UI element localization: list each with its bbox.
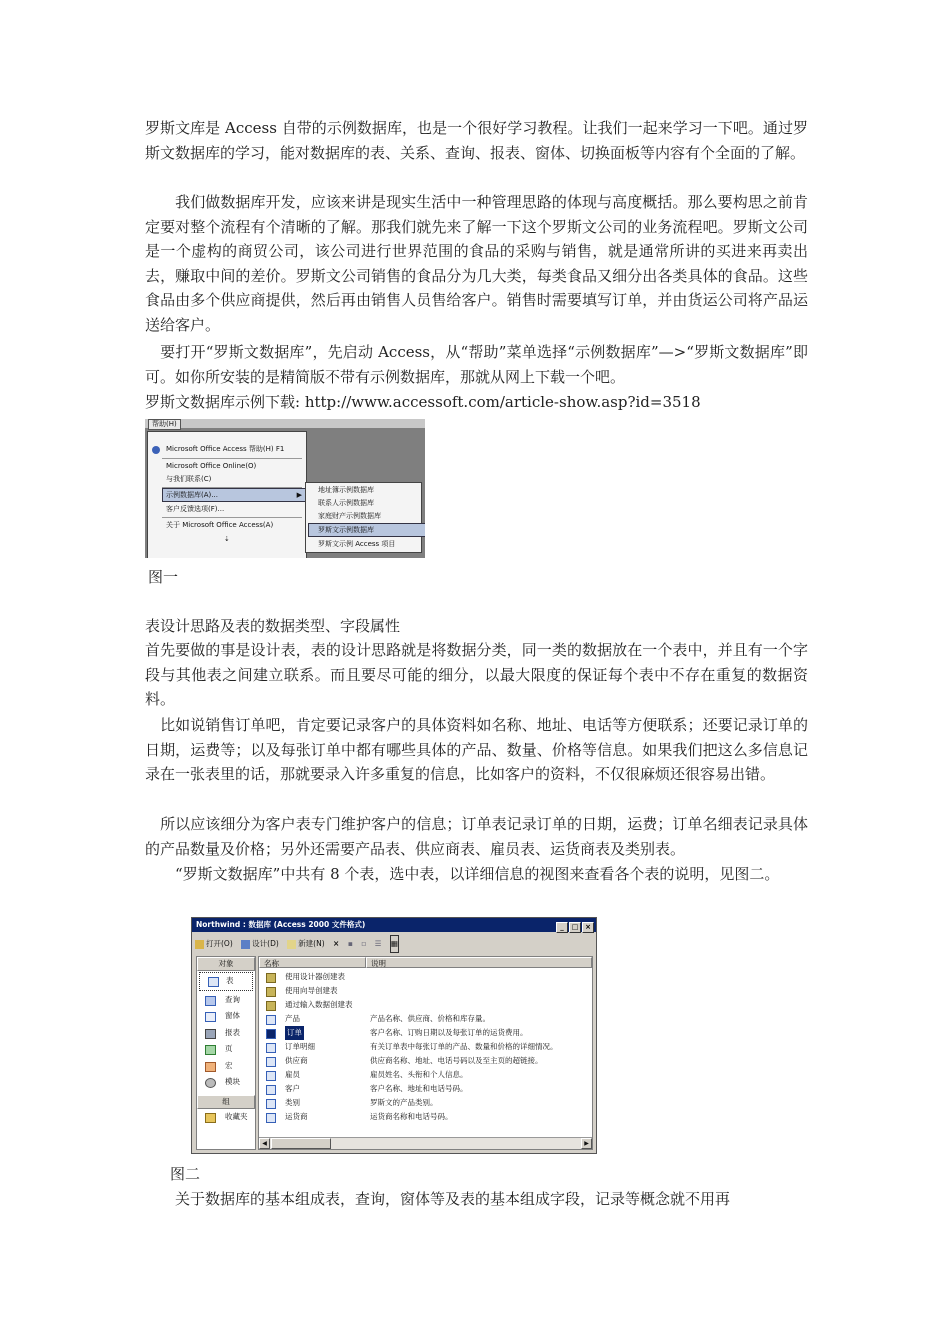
menu-item-office-online[interactable]: Microsoft Office Online(O)	[166, 462, 257, 470]
database-toolbar	[195, 935, 405, 951]
table-icon	[266, 1071, 276, 1081]
menu-item-feedback[interactable]: 客户反馈选项(F)...	[166, 505, 225, 513]
help-menu-dropdown	[147, 431, 307, 558]
macro-icon	[205, 1062, 216, 1072]
menu-separator	[162, 517, 302, 518]
design-button[interactable]: 设计(D)	[241, 936, 279, 952]
form-icon	[205, 1012, 216, 1022]
table-row[interactable]: 客户 客户名称、地址和电话号码。	[263, 1082, 588, 1096]
figure1-help-menu-screenshot	[145, 419, 425, 558]
query-icon	[205, 996, 216, 1006]
create-wizard-icon	[266, 987, 276, 997]
groups-header[interactable]: 组	[197, 1095, 255, 1109]
help-menu-title[interactable]: 帮助(H)	[148, 419, 181, 430]
table-row[interactable]: 产品 产品名称、供应商、价格和库存量。	[263, 1012, 588, 1026]
objects-bar	[196, 956, 256, 1150]
menu-bar	[145, 419, 425, 428]
table-icon	[266, 1043, 276, 1053]
object-tables[interactable]: 表	[199, 972, 253, 991]
table-icon	[266, 1029, 276, 1039]
sample-databases-submenu	[305, 482, 422, 553]
scroll-right-icon[interactable]: ▶	[581, 1138, 592, 1149]
download-link-line[interactable]: 罗斯文数据库示例下载: http://www.accessoft.com/article-show.asp?id=3518	[145, 393, 701, 411]
table-icon	[266, 1057, 276, 1067]
object-queries[interactable]: 查询	[197, 992, 255, 1009]
objects-header[interactable]: 对象	[197, 957, 255, 971]
new-icon	[287, 940, 296, 949]
table-icon	[266, 1099, 276, 1109]
submenu-arrow-icon: ▶	[296, 491, 302, 499]
list-view-icon[interactable]: ☰	[374, 939, 382, 948]
table-row-selected[interactable]: 订单 客户名称、订购日期以及每张订单的运货费用。	[263, 1026, 588, 1040]
table-icon	[266, 1085, 276, 1095]
window-title: Northwind : 数据库 (Access 2000 文件格式)	[196, 920, 366, 929]
minimize-button[interactable]: _	[556, 922, 568, 933]
scroll-left-icon[interactable]: ◀	[259, 1138, 270, 1149]
column-header-name[interactable]: 名称	[259, 957, 366, 968]
table-row[interactable]: 雇员 雇员姓名、头衔和个人信息。	[263, 1068, 588, 1082]
object-forms[interactable]: 窗体	[197, 1008, 255, 1025]
intro-paragraph: 罗斯文库是 Access 自带的示例数据库，也是一个很好学习教程。让我们一起来学习一下吧。通过罗斯文数据库的学习，能对数据库的表、关系、查询、报表、窗体、切换面板等内容有个全面的了解。	[145, 119, 808, 162]
split-tables-paragraph: 所以应该细分为客户表专门维护客户的信息；订单表记录订单的日期，运费；订单名细表记录具体的产品数量及价格；另外还需要产品表、供应商表、雇员表、运货商表及类别表。	[145, 815, 808, 858]
menu-item-label: 示例数据库(A)...	[166, 491, 218, 499]
open-icon	[195, 940, 204, 949]
table-icon	[266, 1015, 276, 1025]
design-icon	[241, 940, 250, 949]
eight-tables-paragraph: “罗斯文数据库”中共有 8 个表，选中表，以详细信息的视图来查看各个表的说明，见图二。	[145, 865, 780, 883]
object-modules[interactable]: 模块	[197, 1074, 255, 1091]
table-row[interactable]: 类别 罗斯文的产品类别。	[263, 1096, 588, 1110]
table-row[interactable]: 使用向导创建表	[263, 984, 588, 998]
expand-chevron-icon[interactable]: ⇣	[224, 535, 230, 543]
open-database-paragraph: 要打开“罗斯文数据库”，先启动 Access，从“帮助”菜单选择“示例数据库”—>“罗斯文数据库”即可。如你所安装的是精简版不带有示例数据库，那就从网上下载一个吧。	[145, 343, 808, 386]
table-row[interactable]: 使用设计器创建表	[263, 970, 588, 984]
maximize-button[interactable]: □	[569, 922, 581, 933]
create-design-icon	[266, 973, 276, 983]
submenu-item-northwind-project[interactable]: 罗斯文示例 Access 项目	[318, 540, 396, 548]
column-header-description[interactable]: 说明	[366, 957, 592, 968]
page-icon	[205, 1045, 216, 1055]
submenu-item-northwind[interactable]: 罗斯文示例数据库	[308, 523, 425, 537]
closing-paragraph: 关于数据库的基本组成表，查询，窗体等及表的基本组成字段，记录等概念就不用再	[145, 1190, 731, 1208]
figure2-caption: 图二	[170, 1165, 201, 1183]
table-row[interactable]: 通过输入数据创建表	[263, 998, 588, 1012]
table-icon	[208, 977, 219, 987]
table-row[interactable]: 供应商 供应商名称、地址、电话号码以及至主页的超链接。	[263, 1054, 588, 1068]
module-icon	[205, 1078, 216, 1088]
favorites-folder-icon	[205, 1113, 216, 1123]
large-icons-view-icon[interactable]: ▪	[347, 939, 353, 948]
menu-item-contact-us[interactable]: 与我们联系(C)	[166, 475, 212, 483]
menu-separator	[162, 458, 302, 459]
submenu-item-contacts[interactable]: 联系人示例数据库	[318, 499, 374, 507]
help-icon	[152, 446, 160, 454]
delete-button[interactable]: ×	[333, 939, 340, 948]
object-pages[interactable]: 页	[197, 1041, 255, 1058]
table-row[interactable]: 订单明细 有关订单表中每张订单的产品、数量和价格的详细情况。	[263, 1040, 588, 1054]
window-titlebar	[192, 918, 596, 932]
new-button[interactable]: 新建(N)	[287, 936, 324, 952]
table-row[interactable]: 运货商 运货商名称和电话号码。	[263, 1110, 588, 1124]
close-button[interactable]: ×	[582, 922, 594, 933]
tables-list-view	[258, 956, 593, 1150]
details-view-icon[interactable]: ▦	[390, 935, 399, 953]
create-datasheet-icon	[266, 1001, 276, 1011]
menu-item-about[interactable]: 关于 Microsoft Office Access(A)	[166, 521, 274, 529]
figure2-database-window-screenshot	[191, 917, 597, 1154]
horizontal-scrollbar[interactable]	[259, 1137, 592, 1149]
scroll-thumb[interactable]	[271, 1138, 331, 1149]
group-favorites[interactable]: 收藏夹	[197, 1109, 255, 1126]
menu-item-sample-databases[interactable]	[162, 488, 307, 502]
object-reports[interactable]: 报表	[197, 1025, 255, 1042]
object-macros[interactable]: 宏	[197, 1058, 255, 1075]
submenu-item-household[interactable]: 家庭财产示例数据库	[318, 512, 381, 520]
sales-order-paragraph: 比如说销售订单吧，肯定要记录客户的具体资料如名称、地址、电话等方便联系；还要记录订单的日期，运费等；以及每张订单中都有哪些具体的产品、数量、价格等信息。如果我们把这么多信息记录在一张表里的话，那就要录入许多重复的信息，比如客户的资料，不仅很麻烦还很容易出错。	[145, 716, 808, 784]
section-heading: 表设计思路及表的数据类型、字段属性	[145, 617, 401, 635]
report-icon	[205, 1029, 216, 1039]
business-flow-paragraph: 我们做数据库开发，应该来讲是现实生活中一种管理思路的体现与高度概括。那么要构思之前肯定要对整个流程有个清晰的了解。那我们就先来了解一下这个罗斯文公司的业务流程吧。罗斯文公司是一个虚构的商贸公司，该公司进行世界范围的食品的采购与销售，就是通常所讲的买进来再卖出去，赚取中间的差价。罗斯文公司销售的食品分为几大类，每类食品又细分出各类具体的食品。这些食品由多个供应商提供，然后再由销售人员售给客户。销售时需要填写订单，并由货运公司将产品运送给客户。	[145, 193, 808, 334]
table-icon	[266, 1113, 276, 1123]
open-button[interactable]: 打开(O)	[195, 936, 233, 952]
table-design-paragraph: 首先要做的事是设计表，表的设计思路就是将数据分类，同一类的数据放在一个表中，并且有一个字段与其他表之间建立联系。而且要尽可能的细分，以最大限度的保证每个表中不存在重复的数据资料。	[145, 641, 808, 709]
small-icons-view-icon[interactable]: ▫	[361, 939, 367, 948]
submenu-item-address-book[interactable]: 地址簿示例数据库	[318, 486, 374, 494]
figure1-caption: 图一	[148, 568, 179, 586]
menu-item-access-help[interactable]: Microsoft Office Access 帮助(H) F1	[166, 445, 285, 453]
